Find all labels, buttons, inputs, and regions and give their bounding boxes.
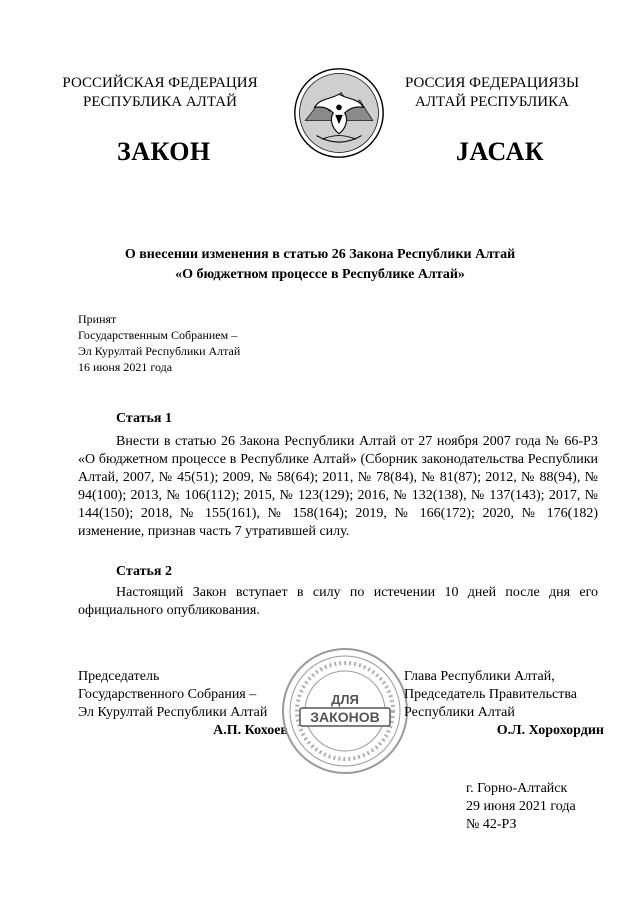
signature-left-line3: Эл Курултай Республики Алтай <box>78 705 268 720</box>
article1-heading: Статья 1 <box>116 411 172 426</box>
signature-right-name: О.Л. Хорохордин <box>496 723 604 738</box>
law-subject-line2: «О бюджетном процессе в Республике Алтай» <box>175 267 465 282</box>
header-left-line1: РОССИЙСКАЯ ФЕДЕРАЦИЯ <box>62 75 258 91</box>
adoption-block <box>78 311 240 375</box>
signature-left-line2: Государственного Собрания – <box>78 687 257 702</box>
signature-right-line1: Глава Республики Алтай, <box>404 669 555 684</box>
law-subject-line1: О внесении изменения в статью 26 Закона Республики Алтай <box>124 247 516 262</box>
adoption-date: 16 июня 2021 года <box>78 360 173 374</box>
place-date: 29 июня 2021 года <box>466 799 576 814</box>
stamp-seal-icon <box>280 646 410 776</box>
stamp-line1: ДЛЯ <box>331 692 359 707</box>
header-left <box>40 74 280 112</box>
place-date-number <box>466 780 576 834</box>
signature-right-line2: Председатель Правительства <box>404 687 577 702</box>
header-right <box>372 74 612 112</box>
article2-text: Настоящий Закон вступает в силу по истечении 10 дней после дня его официального опубликования. <box>78 585 598 618</box>
signature-right <box>404 668 604 740</box>
signature-left-name: А.П. Кохоев <box>213 723 288 738</box>
adoption-line3: Эл Курултай Республики Алтай <box>78 344 241 358</box>
signature-left-line1: Председатель <box>78 669 160 684</box>
article2-heading: Статья 2 <box>116 564 172 579</box>
stamp-line2: ЗАКОНОВ <box>310 709 380 725</box>
article1-text: Внести в статью 26 Закона Республики Алтай от 27 ноября 2007 года № 66-РЗ «О бюджетном процессе в Республике Алтай» (Сборник законодательства Республики Алтай, 2007, № 45(51); 2009, № 58(64); 2011, № 78(84), № 81(87); 2012, № 88(94), № 94(100); 2013, № 106(112); 2015, № 123(129); 2016, № 132(138), № 137(143); 2017, № 144(150); 2018, № 155(161), № 158(164); 2019, № 166(172); 2020, № 176(182) изменение, признав часть 7 утратившей силу. <box>78 434 598 539</box>
law-number: № 42-РЗ <box>466 817 517 832</box>
header-right-line1: РОССИЯ ФЕДЕРАЦИЯЗЫ <box>404 75 580 91</box>
law-title-altai: JАСАК <box>456 137 545 166</box>
header-right-line2: АЛТАЙ РЕСПУБЛИКА <box>415 94 569 110</box>
signature-left <box>78 668 288 740</box>
adoption-line1: Принят <box>78 312 117 326</box>
adoption-line2: Государственным Собранием – <box>78 328 238 342</box>
law-subject-title <box>60 245 580 285</box>
law-title-russian: ЗАКОН <box>117 137 211 166</box>
place-city: г. Горно-Алтайск <box>466 781 568 796</box>
header-left-line2: РЕСПУБЛИКА АЛТАЙ <box>83 94 237 110</box>
signature-right-line3: Республики Алтай <box>404 705 515 720</box>
